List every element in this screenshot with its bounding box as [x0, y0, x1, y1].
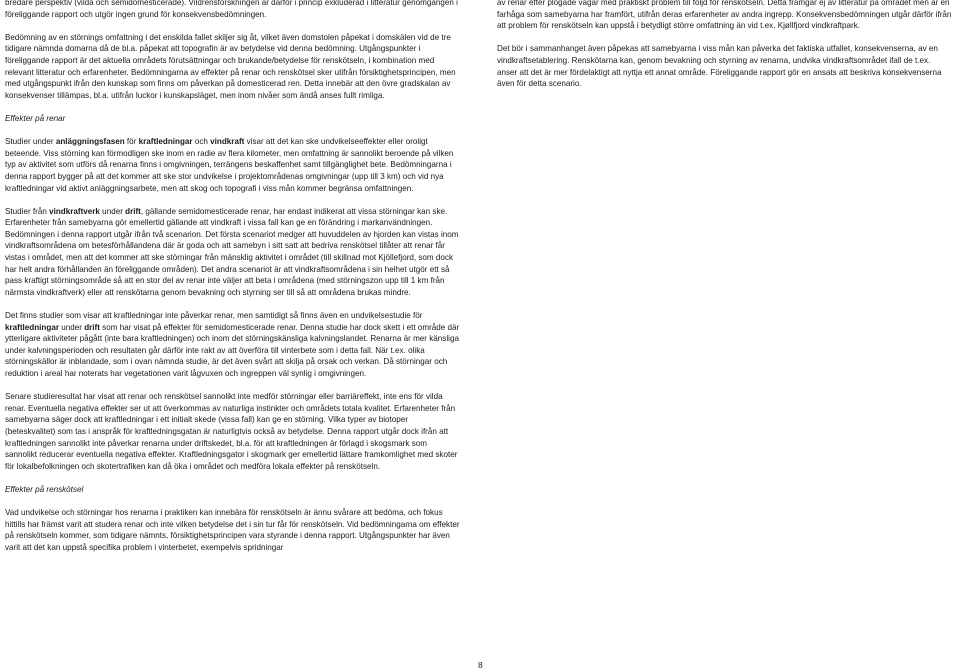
section-heading-effects-on-herding: Effekter på renskötsel: [5, 484, 84, 494]
paragraph-later-studies: Senare studieresultat har visat att renar och renskötsel sannolikt inte medför störningar eller barriäreffekt, inte ens för vilda renar. Eventuella negativa effekter ser ut att överkommas av naturliga instinkter och områdets totala kvalitet. Erfarenheter från samebyarna säger dock att kraftledningar i ett initialt skede (vissa fall) kan ge en störning. Vilka typer av biotoper (beteskvalitet) som tas i anspråk för kraftledningsgatan är naturligtvis också av betydelse. Denna rapport utgår dock ifrån att kraftledningen sannolikt inte påverkar renarna under driftskedet, bl.a. för att kraftledningen är förlagd i skogsmark som sannolikt reducerar eventuella negativa effekter. Kraftledningsgator i skogmark ger emellertid lättare framkomlighet med skoter för lokalbefolkningen och skotertrafiken kan då öka i området och medföra lokala effekter på renskötseln.: [5, 392, 458, 471]
left-column: [5, 0, 460, 554]
paragraph-herding-effects: Vad undvikelse och störningar hos renarna i praktiken kan innebära för renskötseln är ännu svårare att bedöma, och fokus hittills har främst varit att studera renar och inte vilken betydelse det i sin tur får för renskötseln. Vid bedömningarna om effekter på renskötseln kommer, som tidigare nämnts, försiktighetsprincipen vara styrande i denna rapport. Utgångspunkter har även varit att det kan uppstå specifika problem i vinterbetet, exempelvis spridningar: [5, 508, 460, 552]
paragraph-wind-operation: Studier från vindkraftverk under drift, gällande semidomesticerade renar, har endast indikerat att vissa störningar kan ske. Erfarenheter från samebyarna gör emellertid gällande att vindkraft i vissa fall kan ge en förändring i markanvändningen. Bedömningen i denna rapport utgår ifrån två scenarion. Det första scenariot medger att huvuddelen av hjorden kan vistas inom vindkraftsområdena om betesförhållandena där är goda och att samebyn i sitt satt att bedriva renskötsel tillåter att renar får vistas i området, men att det kommer att ske störningar från mänsklig aktivitet i området (till skillnad mot Kjöllefjord, som dock har helt andra förhållanden än föreliggande områden). Det andra scenariot är att vindkraftsområdena i sin helhet utgör ett så pass kraftigt störningsområde så att en stor del av renar inte väljer att beta i områdena (med störningszon upp till 1 km från närmsta vindkraftverk) eller att renskötarna genom bevakning och styrning ser till så att områdena brukas mindre.: [5, 206, 459, 297]
section-heading-effects-on-reindeer: Effekter på renar: [5, 113, 66, 123]
paragraph-powerline-operation: Det finns studier som visar att kraftledningar inte påverkar renar, men samtidigt så finns även en undvikelsestudie för kraftledningar under drift som har visat på effekter för semidomesticerade renar. Denna studie har dock skett i ett område där ytterligare aktiviteter pågått (inte bara kraftledningen) och inom det störningskänsliga kalvningslandet. Renarna är mer känsliga under kalvningsperioden och resultaten går därför inte rakt av att överföra till vinterbete som i detta fall. När t.ex. olika störningskällor är inblandade, som i ovan nämnda studie, är det även svårt att skilja på orsak och verkan. Då störningar och reduktion i areal har noterats har vegetationen varit lågvuxen och ingreppen väl synlig i omgivningen.: [5, 311, 460, 378]
right-column: [497, 0, 952, 101]
paragraph-assessment-scope: Bedömning av en störnings omfattning i det enskilda fallet skiljer sig åt, vilket även domstolen påpekat i domskälen vid de tre tidigare nämnda domarna då de bl.a. påpekat att topografin är av betydelse vid denna bedömning. Utgångspunkter i föreliggande rapport är det aktuella områdets förutsättningar och brukande/betydelse för renskötseln, i kombination med relevant litteratur och erfarenheter. Bedömningarna av effekter på renar och renskötsel sker utifrån försiktighetsprincipen, men med utgångspunkt ifrån den kunskap som finns om påverkan på domesticerad ren. Detta innebär att den övre gradskalan av konsekvenser tillämpas, bl.a. utifrån luckor i kunskapsläget, men inom nivåer som ändå anses fullt rimliga.: [5, 32, 456, 100]
paragraph-construction-phase: Studier under anläggningsfasen för kraftledningar och vindkraft visar att det kan ske undvikelseeffekter eller oroligt beteende. Viss störning kan förmodligen ske inom en radie av flera kilometer, men omfattning är sannolikt beroende på vilken typ av aktivitet som utförs då renarna finns i omgivningen, terrängens beskaffenhet samt tillgänglighet bete. Bedömningarna i denna rapport bygger på att det kommer att ske stor undvikelse i projektområdenas omgivningar (upp till 3 km) och vid nya kraftledningar vid aktivt anläggningsarbete, men att skog och topografi i viss mån kommer begränsa omfattningen.: [5, 137, 454, 193]
page-number: 8: [478, 660, 483, 670]
paragraph-herders-influence: Det bör i sammanhanget även påpekas att samebyarna i viss mån kan påverka det faktiska utfallet, konsekvenserna, av en vindkraftsetablering. Renskötarna kan, genom bevakning och styrning av renarna, undvika vindkraftsområdet ifall de t.ex. anser att det är mer fördelaktigt att nyttja ett annat område. Föreliggande rapport gör en ansats att beskriva konsekvenserna även för detta scenario.: [497, 44, 942, 89]
paragraph-intro-continuation: bredare perspektiv (vilda och semidomesticerade). Vildrensforskningen är därför i princip exkluderad i litteratur genomgången i föreliggande rapport och utgör ingen grund för konsekvensbedömningen.: [5, 0, 458, 19]
paragraph-plowed-roads: av renar efter plogade vägar med praktiskt problem till följd för renskötseln. Detta framgår ej av litteratur på området men är en farhåga som samebyarna har framfört, utifrån deras erfarenheter av andra ingrepp. Konsekvensbedömningen utgår därför ifrån att problem för renskötseln kan uppstå i betydligt större omfattning än vid t.ex. Kjøllfjord vindkraftpark.: [497, 0, 952, 31]
